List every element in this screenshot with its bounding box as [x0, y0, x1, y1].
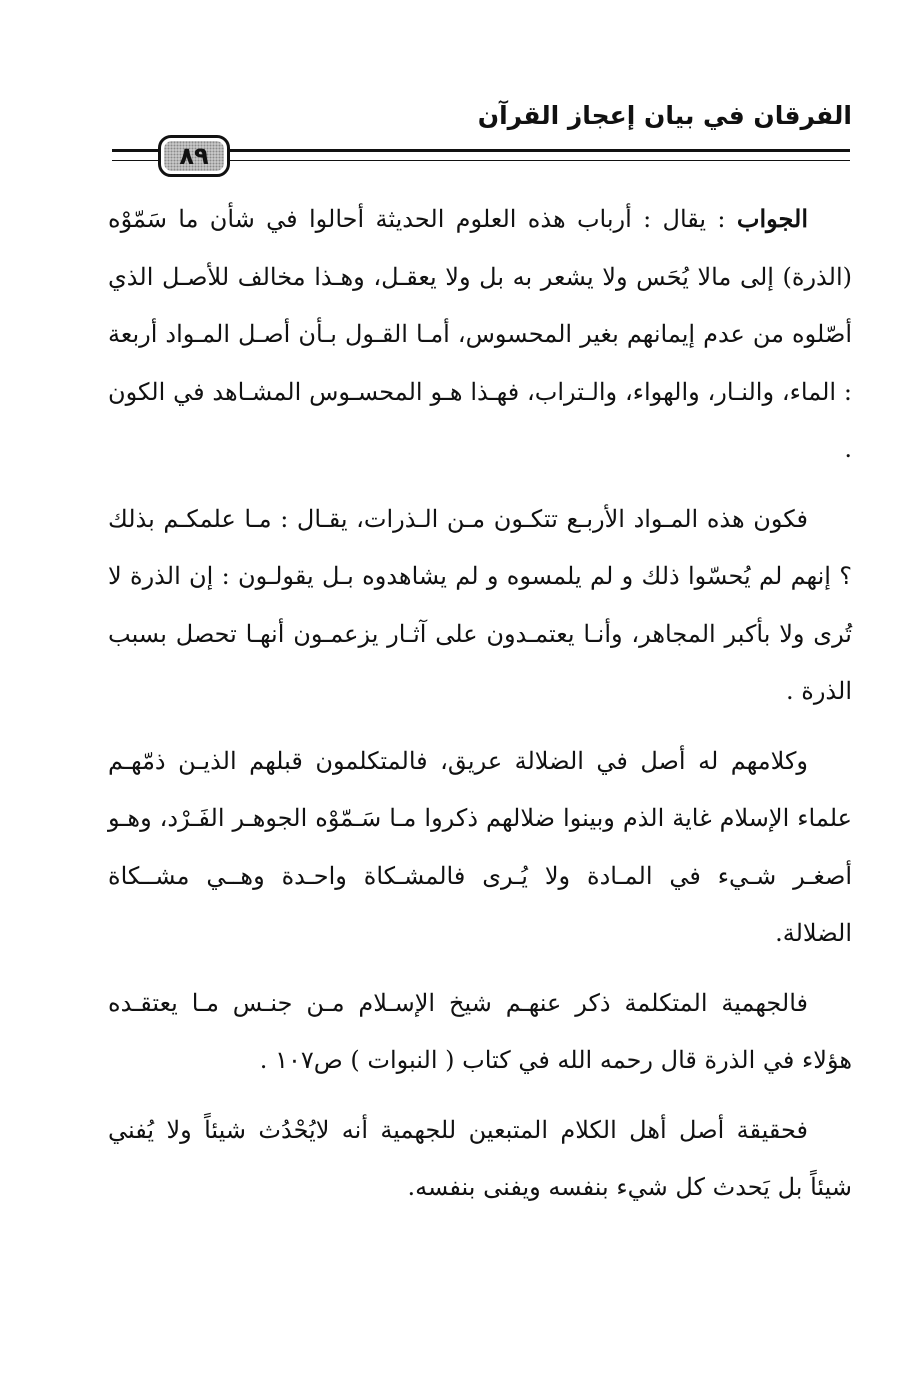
body-text [108, 190, 852, 1217]
page-number: ٨٩ [164, 141, 224, 171]
page-number-frame [158, 135, 230, 177]
paragraph-kalam [108, 1102, 852, 1217]
paragraph-text: : يقال : أرباب هذه العلوم الحديثة أحالوا في شأن ما سَمّوْه (الذرة) إلى مالا يُحَس ولا يشعر به بل ولا يعقـل، وهـذا مخالف للأصـل الذي أصّلوه من عدم إيمانهم بغير المحسوس، أمـا القـول بـأن أصـل المـواد أربعة : الماء، والنـار، والهواء، والـتراب، فهـذا هـو المحسـوس المشـاهد في الكون . [108, 205, 852, 463]
paragraph-text: فالجهمية المتكلمة ذكر عنهـم شيخ الإسـلام مـن جنـس مـا يعتقـده هؤلاء في الذرة قال رحمه الله في كتاب ( النبوات ) ص١٠٧ . [108, 988, 852, 1074]
running-header-title: الفرقان في بيان إعجاز القرآن [477, 101, 852, 130]
paragraph-jahmiyya [108, 975, 852, 1090]
paragraph-theologians [108, 733, 852, 963]
paragraph-text: فكون هذه المـواد الأربـع تتكـون مـن الـذرات، يقـال : مـا علمكـم بذلك ؟ إنهم لم يُحسّوا ذلك و لم يلمسوه و لم يشاهدوه بـل يقولـون : إن الذرة لا تُرى ولا بأكبر المجاهر، وأنـا يعتمـدون على آثـار يزعمـون أنهـا تحصل بسبب الذرة . [108, 504, 852, 705]
paragraph-text: وكلامهم له أصل في الضلالة عريق، فالمتكلمون قبلهم الذيـن ذمّهـم علماء الإسلام غاية الذم وبينوا ضلالهم ذكروا مـا سَـمّوْه الجوهـر الفَـرْد، وهـو أصغـر شـيء في المـادة ولا يُـرى فالمشـكاة واحـدة وهــي مشــكاة الضلالة. [108, 746, 852, 947]
paragraph-text: فحقيقة أصل أهل الكلام المتبعين للجهمية أنه لايُحْدُث شيئاً ولا يُفني شيئاً بل يَحدث كل شيء بنفسه ويفنى بنفسه. [108, 1115, 852, 1201]
paragraph-elements-atoms [108, 491, 852, 721]
paragraph-answer [108, 190, 852, 479]
answer-lead-word: الجواب [736, 204, 808, 233]
